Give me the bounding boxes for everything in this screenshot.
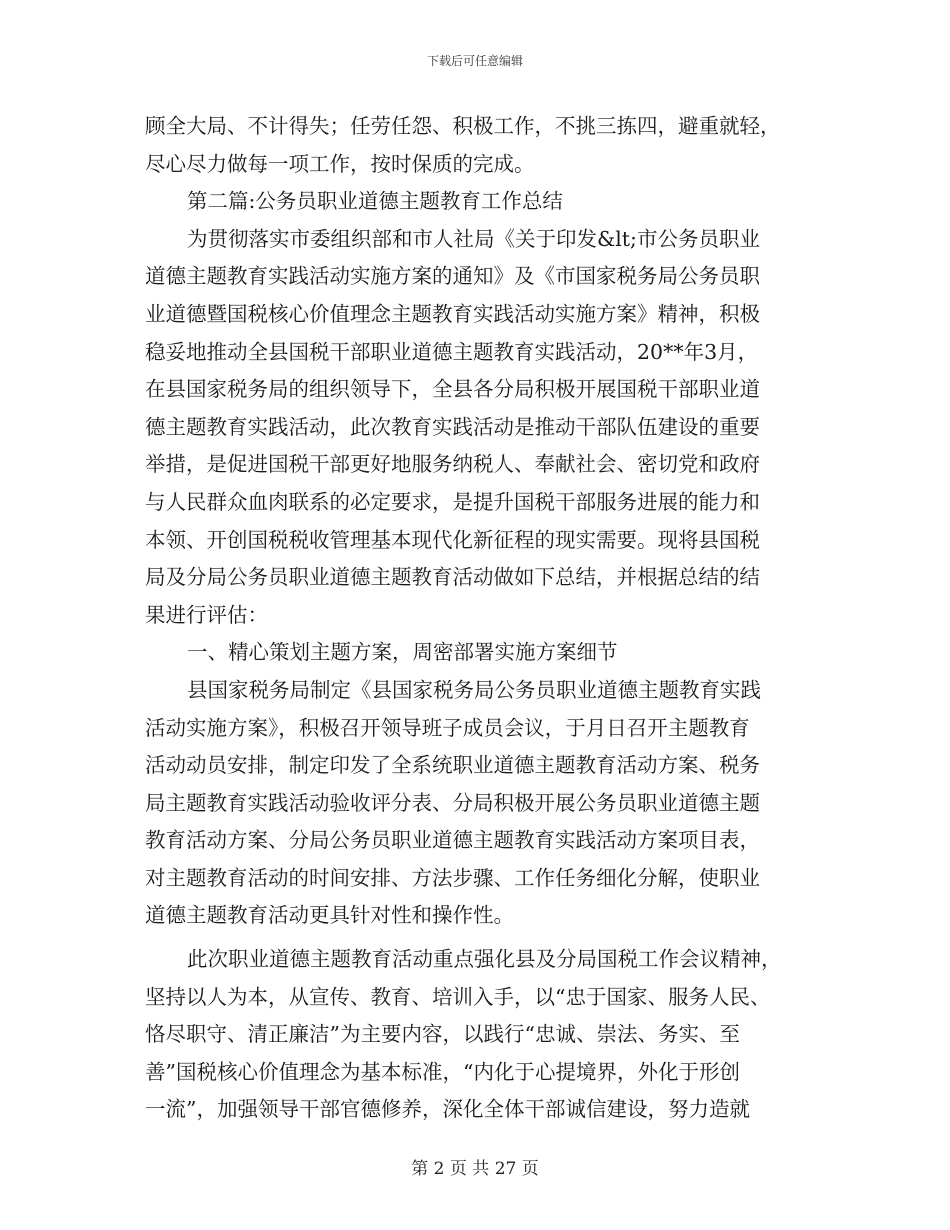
text-line: 教育活动方案、分局公务员职业道德主题教育实践活动方案项目表， — [145, 828, 760, 853]
paragraph-start: 此次职业道德主题教育活动重点强化县及分局国税工作会议精神， — [187, 947, 782, 972]
text-line: 与人民群众血肉联系的必定要求，是提升国税干部服务进展的能力和 — [145, 489, 760, 514]
text-line: 对主题教育活动的时间安排、方法步骤、工作任务细化分解，使职业 — [145, 865, 760, 890]
page-header: 下载后可任意编辑 — [426, 54, 523, 68]
text-line: 尽心尽力做每一项工作，按时保质的完成。 — [145, 151, 535, 176]
text-line: 果进行评估： — [145, 602, 268, 627]
text-line: 活动实施方案》，积极召开领导班子成员会议，于月日召开主题教育 — [145, 715, 750, 740]
text-line: 一流”，加强领导干部官德修养，深化全体干部诚信建设，努力造就 — [145, 1097, 750, 1122]
section-heading: 第二篇:公务员职业道德主题教育工作总结 — [187, 189, 563, 214]
text-line: 德主题教育实践活动，此次教育实践活动是推动干部队伍建设的重要 — [145, 414, 760, 439]
document-body — [145, 108, 805, 1129]
page-footer: 第 2 页 共 27 页 — [411, 1159, 539, 1179]
paragraph-start: 县国家税务局制定《县国家税务局公务员职业道德主题教育实践 — [187, 677, 761, 702]
text-line: 局主题教育实践活动验收评分表、分局积极开展公务员职业道德主题 — [145, 790, 760, 815]
paragraph-start: 为贯彻落实市委组织部和市人社局《关于印发&lt;市公务员职业 — [187, 226, 760, 251]
text-line: 善”国税核心价值理念为基本标准，“内化于心提境界，外化于形创 — [145, 1059, 740, 1084]
text-line: 业道德暨国税核心价值理念主题教育实践活动实施方案》精神，积极 — [145, 301, 760, 326]
text-line: 局及分局公务员职业道德主题教育活动做如下总结，并根据总结的结 — [145, 565, 760, 590]
text-line: 活动动员安排，制定印发了全系统职业道德主题教育活动方案、税务 — [145, 753, 760, 778]
text-line: 顾全大局、不计得失；任劳任怨、积极工作，不挑三拣四，避重就轻， — [145, 114, 781, 138]
text-line: 本领、开创国税税收管理基本现代化新征程的现实需要。现将县国税 — [145, 527, 760, 552]
text-line: 在县国家税务局的组织领导下，全县各分局积极开展国税干部职业道 — [145, 377, 760, 402]
text-line: 道德主题教育活动更具针对性和操作性。 — [145, 903, 514, 928]
text-line: 恪尽职守、清正廉洁”为主要内容，以践行“忠诚、崇法、务实、至 — [145, 1022, 740, 1047]
subsection-heading: 一、精心策划主题方案，周密部署实施方案细节 — [187, 640, 618, 665]
text-line: 举措，是促进国税干部更好地服务纳税人、奉献社会、密切党和政府 — [145, 452, 760, 477]
text-line: 稳妥地推动全县国税干部职业道德主题教育实践活动，20**年3月， — [145, 339, 759, 364]
text-line: 坚持以人为本，从宣传、教育、培训入手，以“忠于国家、服务人民、 — [145, 984, 771, 1009]
text-line: 道德主题教育实践活动实施方案的通知》及《市国家税务局公务员职 — [145, 264, 760, 289]
